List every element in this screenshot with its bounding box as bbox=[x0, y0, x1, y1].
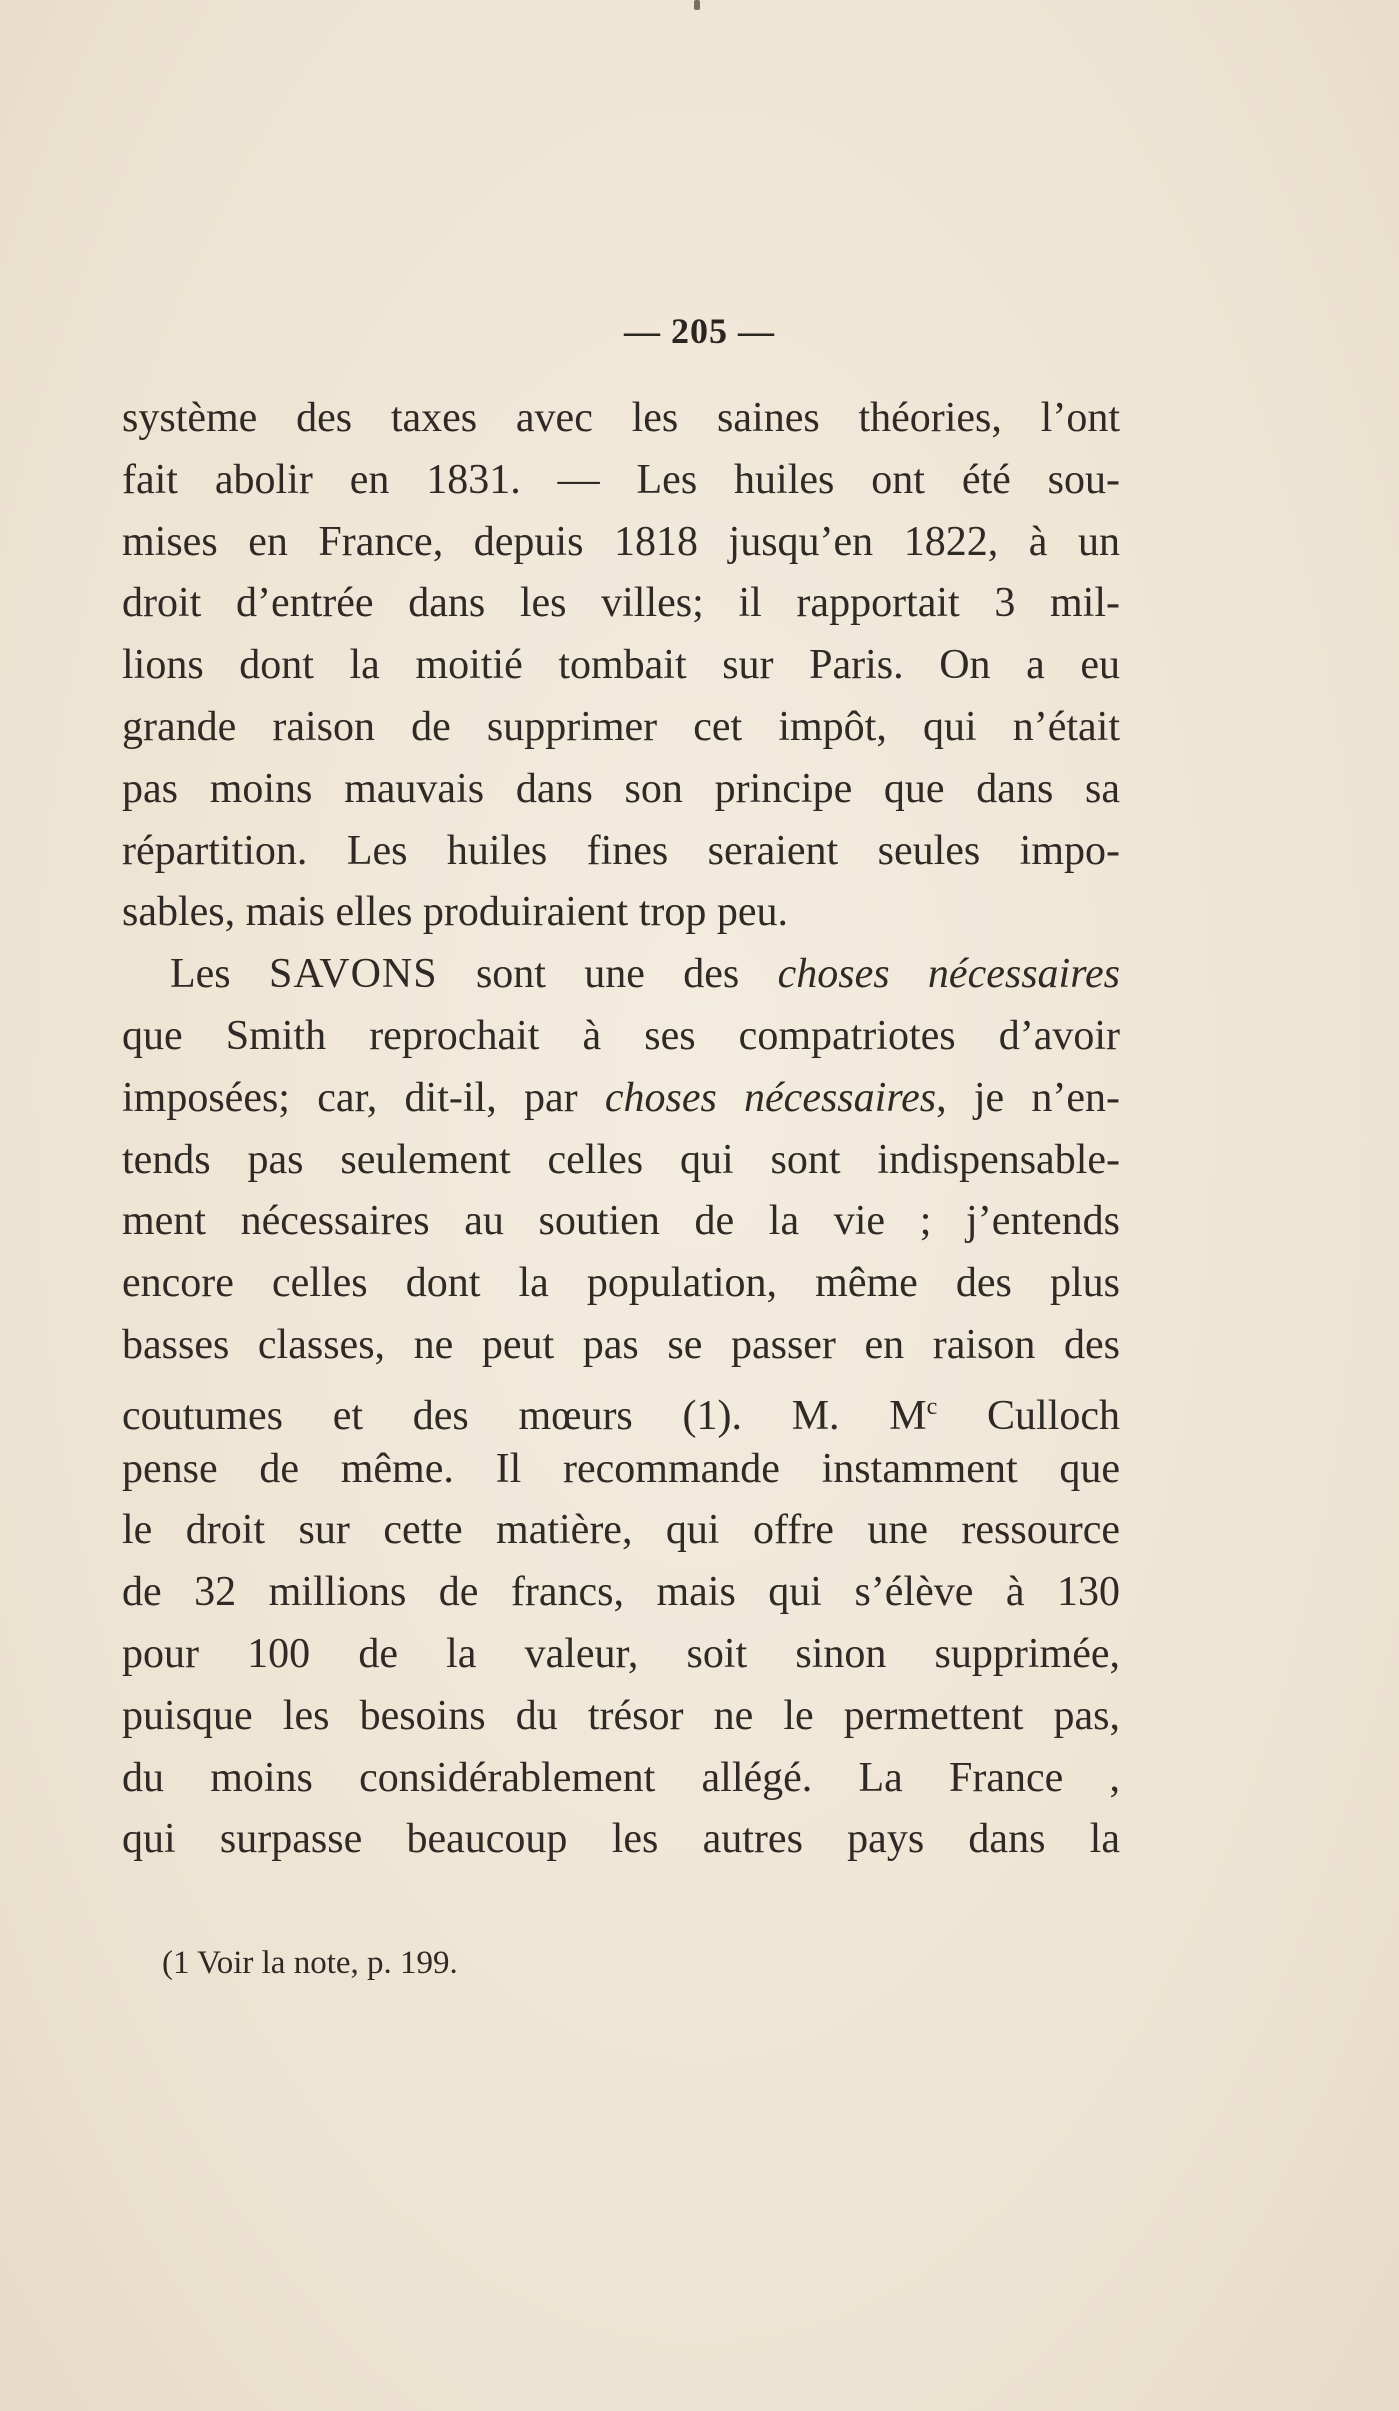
text-line: sables, mais elles produiraient trop peu. bbox=[122, 889, 788, 936]
text-fragment: coutumes et des mœurs (1). M. M bbox=[122, 1392, 927, 1439]
ink-speck bbox=[694, 0, 700, 10]
text-line: système des taxes avec les saines théories, l’ont bbox=[122, 395, 1120, 441]
text-line: mises en France, depuis 1818 jusqu’en 1822, à un bbox=[122, 518, 1120, 565]
italic-term: choses nécessaires bbox=[777, 951, 1120, 998]
text-line: lions dont la moitié tombait sur Paris. On a eu bbox=[122, 642, 1120, 689]
text-fragment: , je n’en- bbox=[936, 1074, 1121, 1121]
text-line: pense de même. Il recommande instamment que bbox=[122, 1445, 1120, 1492]
text-line: tends pas seulement celles qui sont indispensable- bbox=[122, 1136, 1120, 1183]
text-line bbox=[122, 1068, 1120, 1130]
text-fragment: Les bbox=[170, 951, 269, 998]
text-line: qui surpasse beaucoup les autres pays dans la bbox=[122, 1816, 1120, 1863]
text-line: répartition. Les huiles fines seraient seules impo- bbox=[122, 827, 1120, 874]
text-line: que Smith reprochait à ses compatriotes d’avoir bbox=[122, 1012, 1120, 1059]
text-line bbox=[122, 1377, 1120, 1439]
footnote: (1 Voir la note, p. 199. bbox=[162, 1945, 458, 1981]
text-line: le droit sur cette matière, qui offre une ressource bbox=[122, 1507, 1120, 1554]
text-line: droit d’entrée dans les villes; il rapportait 3 mil- bbox=[122, 580, 1120, 627]
text-line: du moins considérablement allégé. La France , bbox=[122, 1754, 1120, 1801]
text-line: pas moins mauvais dans son principe que dans sa bbox=[122, 765, 1120, 812]
text-line: de 32 millions de francs, mais qui s’élève à 130 bbox=[122, 1569, 1120, 1616]
small-caps-term: SAVONS bbox=[268, 951, 438, 998]
text-line: grande raison de supprimer cet impôt, qui n’était bbox=[122, 703, 1120, 750]
italic-term: choses nécessaires bbox=[604, 1074, 937, 1121]
text-fragment: sont une des bbox=[437, 951, 778, 998]
text-line: ment nécessaires au soutien de la vie ; j’entends bbox=[122, 1198, 1120, 1245]
body-text bbox=[122, 388, 1120, 1871]
text-line: encore celles dont la population, même des plus bbox=[122, 1260, 1120, 1307]
text-line: fait abolir en 1831. — Les huiles ont été sou- bbox=[122, 456, 1120, 503]
page-number: — 205 — bbox=[624, 311, 775, 351]
text-line bbox=[122, 944, 1120, 1006]
text-line: basses classes, ne peut pas se passer en raison des bbox=[122, 1321, 1120, 1368]
text-line: puisque les besoins du trésor ne le permettent pas, bbox=[122, 1692, 1120, 1739]
superscript: c bbox=[926, 1393, 938, 1420]
text-fragment: imposées; car, dit-il, par bbox=[122, 1074, 605, 1121]
text-line: pour 100 de la valeur, soit sinon supprimée, bbox=[122, 1630, 1120, 1677]
text-fragment: Culloch bbox=[937, 1392, 1120, 1439]
